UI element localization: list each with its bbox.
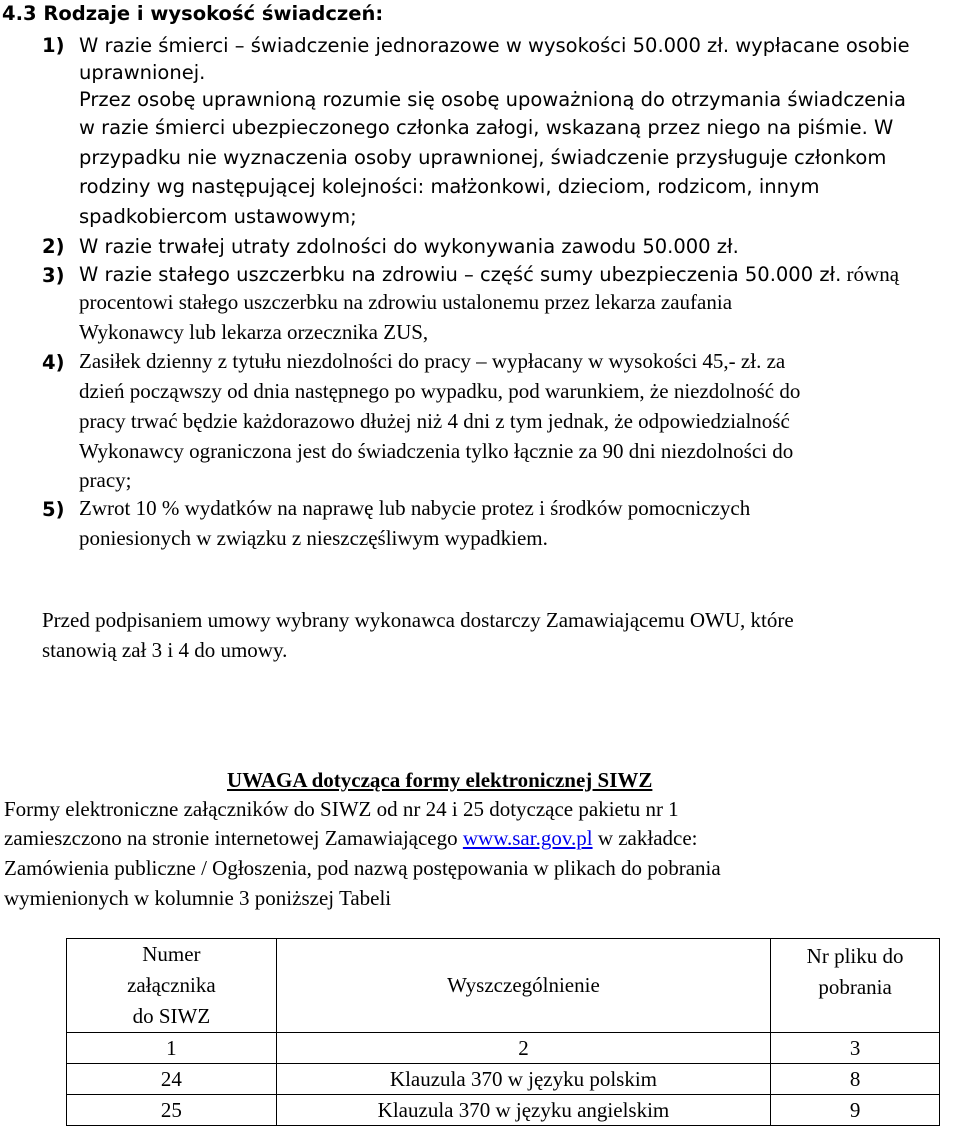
header-description <box>276 939 770 1033</box>
header-text: Numer <box>142 942 201 966</box>
table-cell: 2 <box>276 1033 770 1064</box>
item-3-first-line <box>79 262 899 287</box>
item-3-sans-text: W razie stałego uszczerbku na zdrowiu – część sumy ubezpieczenia 50.000 zł. <box>79 263 842 286</box>
paragraph-line: Przed podpisaniem umowy wybrany wykonawca dostarczy Zamawiającemu OWU, które <box>42 608 794 632</box>
item-3-serif-text: równą <box>841 262 900 286</box>
table-cell: Klauzula 370 w języku polskim <box>276 1064 770 1095</box>
item-1-line: spadkobiercom ustawowym; <box>79 205 357 228</box>
table-column-numbers-row <box>67 1033 940 1064</box>
item-3-line: Wykonawcy lub lekarza orzecznika ZUS, <box>79 320 429 344</box>
table-header-row <box>67 939 940 1033</box>
item-number: 1) <box>42 34 65 57</box>
item-4-line: pracy; <box>79 468 132 492</box>
item-5-line: Zwrot 10 % wydatków na naprawę lub nabycie protez i środków pomocniczych <box>79 496 751 520</box>
header-text: pobrania <box>818 975 892 999</box>
header-text: Wyszczególnienie <box>447 973 600 997</box>
item-1-line: rodziny wg następującej kolejności: małżonkowi, dzieciom, rodzicom, innym <box>79 175 820 198</box>
item-3-line: procentowi stałego uszczerbku na zdrowiu ustalonemu przez lekarza zaufania <box>79 290 733 314</box>
notice-line <box>4 826 698 851</box>
table-cell: 3 <box>771 1033 940 1064</box>
table-row <box>67 1095 940 1126</box>
header-text: do SIWZ <box>132 1004 211 1028</box>
website-link[interactable]: www.sar.gov.pl <box>462 826 593 850</box>
table-cell: 25 <box>67 1095 277 1126</box>
notice-line: Zamówienia publiczne / Ogłoszenia, pod nazwą postępowania w plikach do pobrania <box>4 856 721 880</box>
header-text: załącznika <box>127 973 216 997</box>
item-4-line: pracy trwać będzie każdorazowo dłużej niż 4 dni z tym jednak, że odpowiedzialność <box>79 409 790 433</box>
item-4-line: Wykonawcy ograniczona jest do świadczenia tylko łącznie za 90 dni niezdolności do <box>79 439 794 463</box>
item-1-line: w razie śmierci ubezpieczonego członka załogi, wskazaną przez niego na piśmie. W <box>79 116 894 139</box>
item-1-line: uprawnionej. <box>79 61 206 84</box>
table-cell: Klauzula 370 w języku angielskim <box>276 1095 770 1126</box>
table-cell: 1 <box>67 1033 277 1064</box>
header-attachment-number <box>67 939 277 1033</box>
item-number: 2) <box>42 235 65 258</box>
notice-text: zamieszczono na stronie internetowej Zamawiającego <box>4 826 463 850</box>
item-1-line: Przez osobę uprawnioną rozumie się osobę upoważnioną do otrzymania świadczenia <box>79 88 906 111</box>
item-4-line: dzień począwszy od dnia następnego po wypadku, pod warunkiem, że niezdolność do <box>79 379 801 403</box>
header-text: Nr pliku do <box>806 944 904 968</box>
notice-title: UWAGA dotycząca formy elektronicznej SIWZ <box>227 768 653 792</box>
notice-line: Formy elektroniczne załączników do SIWZ od nr 24 i 25 dotyczące pakietu nr 1 <box>4 797 679 821</box>
table-cell: 8 <box>771 1064 940 1095</box>
table-row <box>67 1064 940 1095</box>
notice-text: w zakładce: <box>592 826 698 850</box>
item-1-line: przypadku nie wyznaczenia osoby uprawnionej, świadczenie przysługuje członkom <box>79 146 887 169</box>
section-heading: 4.3 Rodzaje i wysokość świadczeń: <box>2 2 384 25</box>
notice-line: wymienionych w kolumnie 3 poniższej Tabeli <box>4 886 392 910</box>
item-5-line: poniesionych w związku z nieszczęśliwym wypadkiem. <box>79 526 548 550</box>
table-cell: 24 <box>67 1064 277 1095</box>
item-1-line: W razie śmierci – świadczenie jednorazowe w wysokości 50.000 zł. wypłacane osobie <box>79 34 910 57</box>
item-2-text: W razie trwałej utraty zdolności do wykonywania zawodu 50.000 zł. <box>79 235 739 258</box>
paragraph-line: stanowią zał 3 i 4 do umowy. <box>42 638 288 662</box>
item-number: 5) <box>42 498 65 521</box>
table-cell: 9 <box>771 1095 940 1126</box>
header-file-number <box>771 939 940 1033</box>
attachments-table <box>66 938 940 1126</box>
item-number: 3) <box>42 264 65 287</box>
item-number: 4) <box>42 351 65 374</box>
item-4-line: Zasiłek dzienny z tytułu niezdolności do pracy – wypłacany w wysokości 45,- zł. za <box>79 349 786 373</box>
